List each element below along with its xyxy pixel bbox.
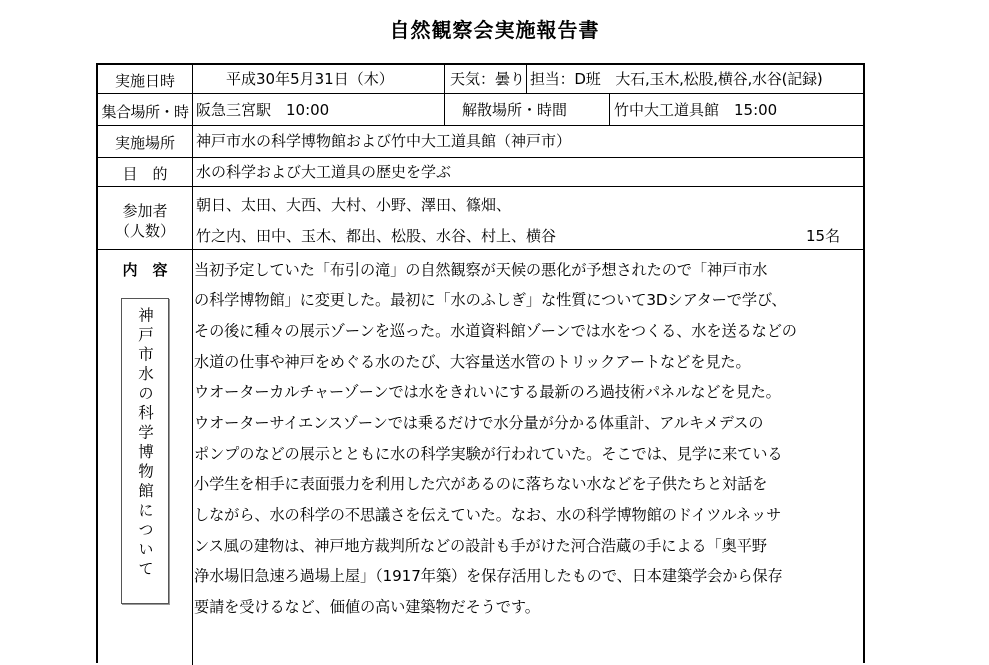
participants-count: 15名 [806,227,841,245]
page-title: 自然観察会実施報告書 [389,18,600,42]
content-line: 小学生を相手に表面張力を利用した穴があるのに落ちない水などを子供たちと対話を [194,475,768,493]
content-line: 水道の仕事や神戸をめぐる水のたび、大容量送水管のトリックアートなどを見た。 [194,353,751,371]
weather-value: 天気：曇り [450,70,526,88]
side-note-text: 神戸市水の科学博物館について [136,307,154,580]
col-divider [444,93,445,125]
row-divider [98,249,863,250]
dismiss-value: 竹中大工道具館 15:00 [614,101,778,119]
content-line: ポンプのなどの展示とともに水の科学実験が行われていた。そこでは、見学に来ている [194,445,783,463]
report-table [96,63,865,663]
staff-value: 担当：D班 大石,玉木,松股,横谷,水谷(記録) [530,70,823,88]
participants-line-2: 竹之内、田中、玉木、都出、松股、水谷、村上、横谷 [196,227,557,245]
side-note-box [121,298,169,604]
dismiss-label: 解散場所・時間 [462,101,568,119]
col-divider [444,65,445,93]
participants-count-label: （人数） [114,222,175,240]
col-divider [526,65,527,93]
date-value: 平成30年5月31日（木） [226,70,394,88]
content-line: ウオーターカルチャーゾーンでは水をきれいにする最新のろ過技術パネルなどを見た。 [194,383,781,401]
participants-line-1: 朝日、太田、大西、大村、小野、澤田、篠畑、 [196,196,512,214]
label-column-divider [192,65,193,665]
meeting-value: 阪急三宮駅 10:00 [196,101,330,119]
content-line: ウオーターサイエンスゾーンでは乗るだけで水分量が分かる体重計、アルキメデスの [194,414,764,432]
purpose-label: 目 的 [122,165,168,183]
content-line: しながら、水の科学の不思議さを伝えていた。なお、水の科学博物館のドイツルネッサ [194,506,782,524]
content-line: 浄水場旧急速ろ過場上屋」（1917年築）を保存活用したもので、日本建築学会から保存 [194,567,783,585]
content-line: その後に種々の展示ゾーンを巡った。水道資料館ゾーンでは水をつくる、水を送るなどの [194,322,797,340]
purpose-value: 水の科学および大工道具の歴史を学ぶ [196,163,452,181]
row-divider [98,125,863,126]
meeting-label: 集合場所・時 [101,103,189,121]
content-line: ンス風の建物は、神戸地方裁判所などの設計も手がけた河合浩蔵の手による「奥平野 [194,537,767,555]
participants-label: 参加者 [122,202,168,220]
place-value: 神戸市水の科学博物館および竹中大工道具館（神戸市） [196,132,572,150]
col-divider [609,93,610,125]
place-label: 実施場所 [114,134,175,152]
content-line: 要請を受けるなど、価値の高い建築物だそうです。 [194,598,540,616]
content-label: 内 容 [122,261,168,279]
content-line: 当初予定していた「布引の滝」の自然観察が天候の悪化が予想されたので「神戸市水 [194,261,768,279]
content-line: の科学博物館」に変更した。最初に「水のふしぎ」な性質について3Dシアターで学び、 [194,291,787,309]
row-divider [98,157,863,158]
row-divider [98,93,863,94]
date-label: 実施日時 [114,72,175,90]
row-divider [98,186,863,187]
